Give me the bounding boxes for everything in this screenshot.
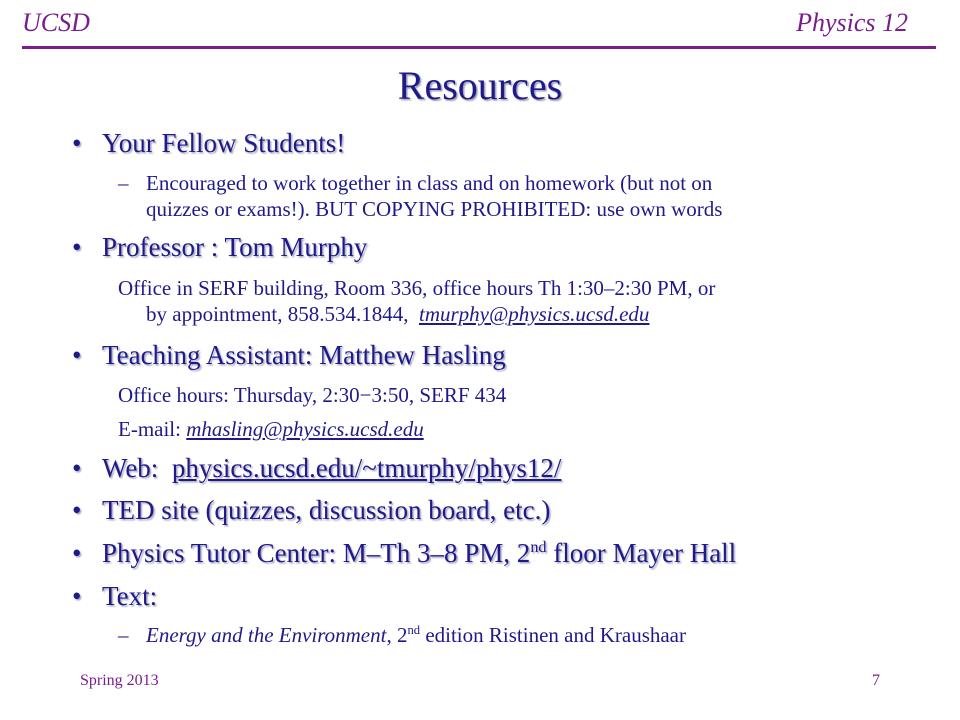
bullet-dot: • <box>72 232 82 262</box>
sub-fellow-encouraged <box>118 170 722 222</box>
professor-appointment: by appointment, 858.534.1844, <box>146 302 409 326</box>
footer-term: Spring 2013 <box>80 672 159 689</box>
textbook-post-pre: , 2 <box>386 623 408 647</box>
fellow-line-1: Encouraged to work together in class and on homework (but not on <box>146 171 713 195</box>
professor-details <box>118 275 715 327</box>
sub-textbook <box>118 622 686 648</box>
professor-email-link[interactable]: tmurphy@physics.ucsd.edu <box>418 302 650 326</box>
web-label: Web: <box>102 453 159 483</box>
bullet-text-heading: Text: <box>102 581 158 611</box>
tutor-text-post: floor Mayer Hall <box>546 538 737 568</box>
dash-marker: – <box>118 171 129 195</box>
professor-line-2 <box>118 301 715 327</box>
bullet-professor <box>72 232 367 263</box>
bullet-fellow-heading: Your Fellow Students! <box>102 128 346 158</box>
bullet-fellow-students <box>72 128 345 159</box>
bullet-professor-heading: Professor : Tom Murphy <box>102 232 368 262</box>
bullet-web <box>72 453 561 484</box>
bullet-dot: • <box>72 581 82 611</box>
header-right: Physics 12 <box>796 8 908 37</box>
web-url-link[interactable]: physics.ucsd.edu/~tmurphy/phys12/ <box>171 453 562 483</box>
header-divider <box>22 46 936 49</box>
bullet-dot: • <box>72 340 82 370</box>
bullet-ted-heading: TED site (quizzes, discussion board, etc.) <box>102 495 551 525</box>
bullet-tutor-center <box>72 538 736 569</box>
bullet-dot: • <box>72 538 82 568</box>
bullet-ted-site <box>72 495 550 526</box>
bullet-text <box>72 581 157 612</box>
dash-marker: – <box>118 623 129 647</box>
textbook-post: edition Ristinen and Kraushaar <box>420 623 686 647</box>
ta-email-line <box>118 416 424 442</box>
textbook-line <box>146 622 686 648</box>
bullet-ta-heading: Teaching Assistant: Matthew Hasling <box>102 340 506 370</box>
tutor-text-sup: nd <box>530 538 547 556</box>
textbook-title: Energy and the Environment <box>146 623 387 647</box>
bullet-dot: • <box>72 495 82 525</box>
bullet-dot: • <box>72 128 82 158</box>
ta-hours: Office hours: Thursday, 2:30−3:50, SERF 434 <box>118 383 507 407</box>
header-left: UCSD <box>22 8 90 37</box>
bullet-ta <box>72 340 506 371</box>
footer-page-number: 7 <box>872 672 880 689</box>
tutor-text-pre: Physics Tutor Center: M–Th 3–8 PM, 2 <box>102 538 531 568</box>
bullet-dot: • <box>72 453 82 483</box>
professor-line-1: Office in SERF building, Room 336, office hours Th 1:30–2:30 PM, or <box>118 276 716 300</box>
ta-email-link[interactable]: mhasling@physics.ucsd.edu <box>186 417 424 441</box>
fellow-line-2: quizzes or exams!). BUT COPYING PROHIBITED: use own words <box>146 197 723 221</box>
ta-email-label: E-mail: <box>118 417 181 441</box>
slide-title: Resources <box>397 63 563 108</box>
textbook-sup: nd <box>407 623 421 637</box>
